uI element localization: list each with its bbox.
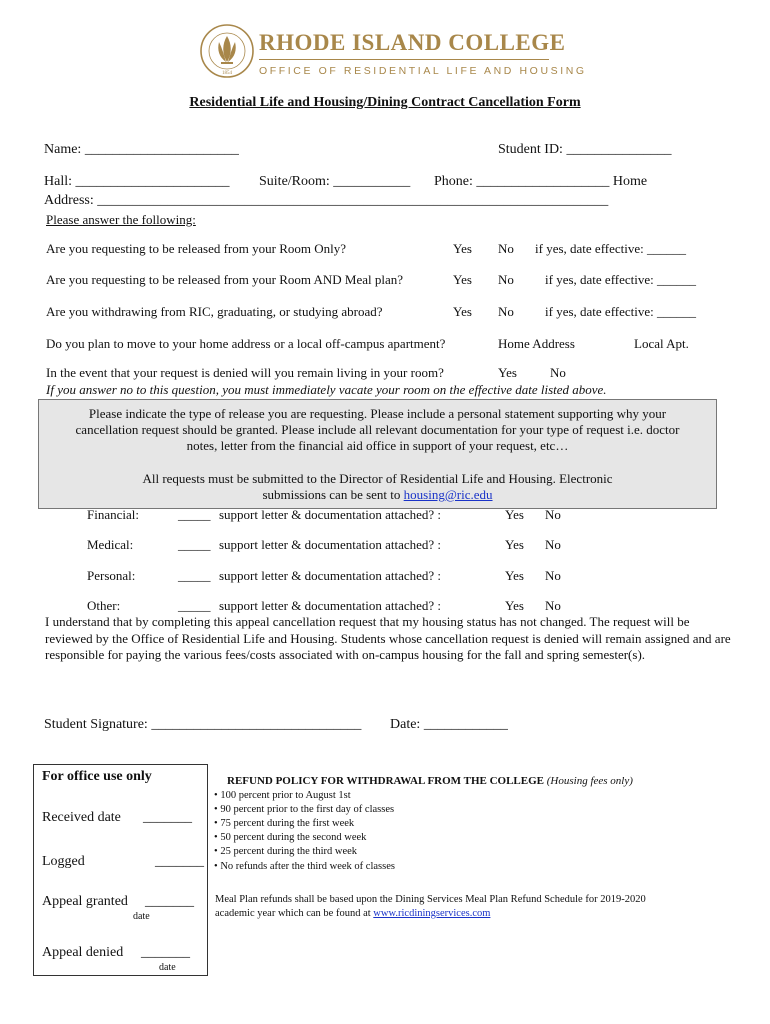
yes-option[interactable]: Yes (453, 272, 472, 287)
no-option[interactable]: No (498, 241, 514, 256)
release-type-desc: support letter & documentation attached? : (219, 568, 442, 583)
suite-room-field[interactable]: Suite/Room: ___________ (259, 174, 411, 189)
refund-policy-title: REFUND POLICY FOR WITHDRAWAL FROM THE COLLEGE (227, 775, 545, 787)
received-date-label: Received date (42, 810, 121, 825)
appeal-denied-blank[interactable]: _______ (141, 945, 190, 960)
instructions-line: cancellation request should be granted. Please include all relevant documentation for your type of request i.e. doctor (75, 422, 680, 437)
date-effective-field[interactable]: if yes, date effective: ______ (545, 272, 697, 287)
release-type-blank[interactable]: _____ (178, 568, 211, 583)
hall-field[interactable]: Hall: ______________________ (44, 174, 230, 189)
refund-bullet: • No refunds after the third week of classes (214, 861, 395, 872)
yes-option[interactable]: Yes (505, 568, 524, 583)
release-type-blank[interactable]: _____ (178, 507, 211, 522)
refund-policy-heading (227, 775, 633, 787)
received-date-blank[interactable]: _______ (143, 810, 192, 825)
acknowledgement-paragraph: I understand that by completing this appeal cancellation request that my housing status has not changed. The request will be reviewed by the Office of Residential Life and Housing. Students whose cancellation request is denied will remain assigned and are responsible for paying the various fees/costs associated with on-campus housing for the fall and spring semester(s). (45, 614, 731, 663)
granted-date-caption: date (133, 911, 150, 922)
meal-plan-refund-line2: academic year which can be found at www.ricdiningservices.com (215, 908, 491, 919)
date-effective-field[interactable]: if yes, date effective: ______ (535, 241, 687, 256)
form-title: Residential Life and Housing/Dining Contract Cancellation Form (189, 95, 581, 110)
please-answer-heading: Please answer the following: (46, 212, 196, 227)
address-field[interactable]: Address: _________________________________________________________________________ (44, 193, 609, 208)
meal-plan-refund-line: Meal Plan refunds shall be based upon the Dining Services Meal Plan Refund Schedule for 2019-2020 (215, 894, 646, 905)
logged-label: Logged (42, 854, 85, 869)
name-field[interactable]: Name: ______________________ (44, 142, 239, 157)
submission-line: All requests must be submitted to the Director of Residential Life and Housing. Electronic (142, 471, 613, 486)
home-address-option[interactable]: Home Address (498, 336, 575, 351)
instructions-box (38, 399, 717, 509)
signature-date-field[interactable]: Date: ____________ (390, 717, 508, 732)
release-type-label: Medical: (87, 537, 134, 552)
denied-date-caption: date (159, 962, 176, 973)
instructions-line: Please indicate the type of release you are requesting. Please include a personal statement supporting why your (88, 406, 667, 421)
question-withdrawing: Are you withdrawing from RIC, graduating, or studying abroad? (46, 304, 383, 319)
yes-option[interactable]: Yes (505, 598, 524, 613)
logged-blank[interactable]: _______ (155, 854, 204, 869)
no-option[interactable]: No (550, 365, 566, 380)
question-room-only: Are you requesting to be released from your Room Only? (46, 241, 347, 256)
housing-email-link[interactable]: housing@ric.edu (403, 487, 493, 502)
question-remain: In the event that your request is denied will you remain living in your room? (46, 365, 444, 380)
question-room-meal: Are you requesting to be released from your Room AND Meal plan? (46, 272, 404, 287)
refund-bullet: • 100 percent prior to August 1st (214, 790, 351, 801)
question-move-plan: Do you plan to move to your home address or a local off-campus apartment? (46, 336, 446, 351)
header-rule (259, 59, 549, 60)
no-option[interactable]: No (545, 598, 561, 613)
student-id-field[interactable]: Student ID: _______________ (498, 142, 672, 157)
release-type-desc: support letter & documentation attached? : (219, 507, 442, 522)
no-option[interactable]: No (498, 304, 514, 319)
yes-option[interactable]: Yes (505, 507, 524, 522)
no-option[interactable]: No (545, 507, 561, 522)
yes-option[interactable]: Yes (498, 365, 517, 380)
phone-field[interactable]: Phone: ___________________ Home (434, 174, 648, 189)
college-name: RHODE ISLAND COLLEGE (259, 30, 566, 55)
refund-policy-note: (Housing fees only) (546, 775, 633, 787)
yes-option[interactable]: Yes (505, 537, 524, 552)
instructions-line: notes, letter from the financial aid office in support of your request, etc… (186, 438, 569, 453)
no-option[interactable]: No (498, 272, 514, 287)
release-type-desc: support letter & documentation attached? : (219, 537, 442, 552)
release-type-label: Financial: (87, 507, 139, 522)
release-type-desc: support letter & documentation attached? : (219, 598, 442, 613)
office-use-title: For office use only (42, 769, 152, 784)
svg-text:1854: 1854 (222, 71, 232, 76)
appeal-denied-label: Appeal denied (42, 945, 124, 960)
yes-option[interactable]: Yes (453, 304, 472, 319)
office-name: OFFICE OF RESIDENTIAL LIFE AND HOUSING (259, 65, 587, 77)
submission-email-line (39, 487, 716, 503)
refund-bullet: • 90 percent prior to the first day of classes (214, 804, 395, 815)
release-type-blank[interactable]: _____ (178, 598, 211, 613)
appeal-granted-blank[interactable]: _______ (145, 894, 194, 909)
dining-services-link[interactable]: www.ricdiningservices.com (373, 908, 491, 919)
refund-bullet: • 75 percent during the first week (214, 818, 355, 829)
submission-text: submissions can be sent to (262, 487, 404, 502)
no-option[interactable]: No (545, 537, 561, 552)
refund-bullet: • 25 percent during the third week (214, 846, 358, 857)
appeal-granted-label: Appeal granted (42, 894, 128, 909)
college-seal-logo (200, 24, 254, 78)
release-type-blank[interactable]: _____ (178, 537, 211, 552)
release-type-label: Personal: (87, 568, 136, 583)
office-use-box (33, 764, 208, 976)
local-apt-option[interactable]: Local Apt. (634, 336, 689, 351)
vacate-note: If you answer no to this question, you must immediately vacate your room on the effective date listed above. (46, 382, 607, 397)
release-type-label: Other: (87, 598, 121, 613)
student-signature-field[interactable]: Student Signature: ______________________________ (44, 717, 362, 732)
no-option[interactable]: No (545, 568, 561, 583)
date-effective-field[interactable]: if yes, date effective: ______ (545, 304, 697, 319)
yes-option[interactable]: Yes (453, 241, 472, 256)
refund-bullet: • 50 percent during the second week (214, 832, 367, 843)
